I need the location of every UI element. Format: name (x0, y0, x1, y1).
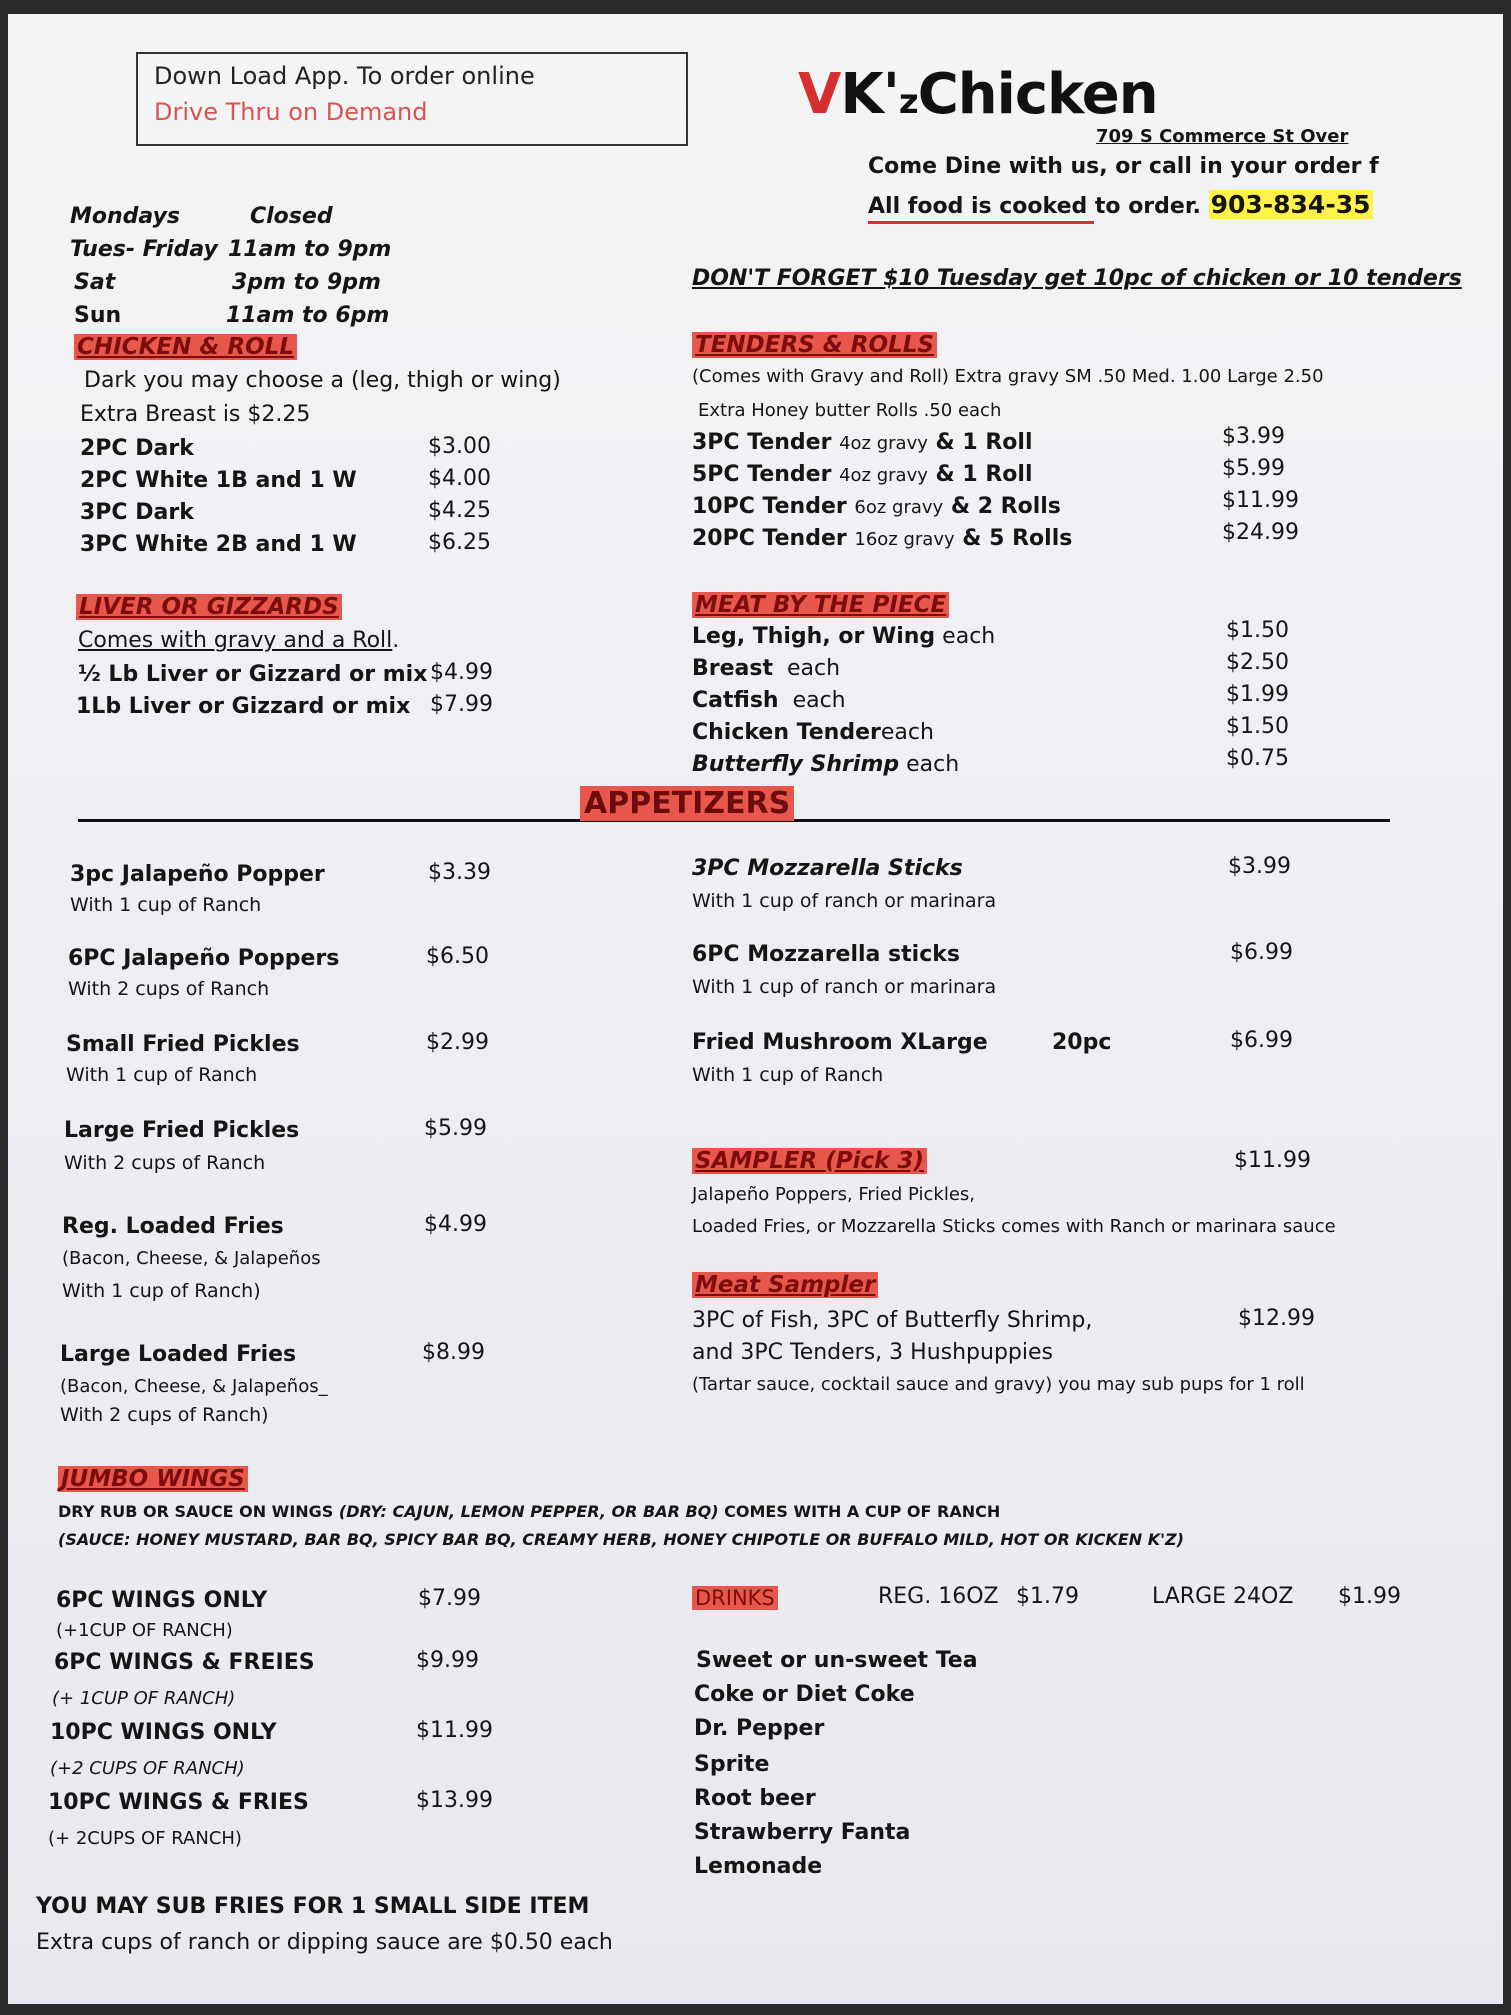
liver-note: Comes with gravy and a Roll. (78, 628, 400, 653)
menu-item-name: 3PC White 2B and 1 W (80, 532, 357, 557)
cooked-line: All food is cooked to order. 903-834-35 (868, 190, 1371, 219)
menu-item-sub: With 1 cup of ranch or marinara (692, 890, 997, 912)
sub-fries-note: YOU MAY SUB FRIES FOR 1 SMALL SIDE ITEM (36, 1894, 590, 1919)
menu-item-price: $1.50 (1226, 618, 1289, 643)
menu-item-sub: With 1 cup of Ranch) (62, 1280, 261, 1302)
drinks-reg-price: $1.79 (1016, 1584, 1079, 1609)
hours-time: 3pm to 9pm (232, 270, 381, 295)
drink-item: Coke or Diet Coke (694, 1682, 915, 1707)
menu-item-sub: With 1 cup of ranch or marinara (692, 976, 997, 998)
meat-sampler-title: Meat Sampler (692, 1272, 878, 1298)
menu-item-sub: (Bacon, Cheese, & Jalapeños_ (60, 1376, 328, 1397)
menu-item-name: 6PC Mozzarella sticks (692, 942, 960, 967)
drink-item: Sweet or un-sweet Tea (696, 1648, 978, 1673)
menu-item-price: $5.99 (424, 1116, 487, 1141)
menu-item-sub: (+ 2CUPS OF RANCH) (48, 1828, 242, 1849)
menu-page (8, 14, 1503, 2004)
meat-sampler-price: $12.99 (1238, 1306, 1315, 1331)
menu-item-name: 5PC Tender 4oz gravy & 1 Roll (692, 462, 1033, 487)
menu-item-name: 6PC WINGS ONLY (56, 1588, 268, 1613)
menu-item-price: $4.99 (430, 660, 493, 685)
red-underline (868, 221, 1094, 224)
menu-item-price: $11.99 (416, 1718, 493, 1743)
extra-cups-note: Extra cups of ranch or dipping sauce are $0.50 each (36, 1930, 613, 1955)
menu-item-name: Reg. Loaded Fries (62, 1214, 284, 1239)
menu-item-name: Catfish each (692, 688, 846, 713)
menu-item-name: ½ Lb Liver or Gizzard or mix (78, 662, 428, 687)
menu-item-count: 20pc (1052, 1030, 1112, 1055)
menu-item-name: Butterfly Shrimp each (692, 752, 960, 777)
drink-item: Dr. Pepper (694, 1716, 825, 1741)
menu-item-price: $7.99 (418, 1586, 481, 1611)
menu-item-name: 1Lb Liver or Gizzard or mix (76, 694, 411, 719)
menu-item-price: $7.99 (430, 692, 493, 717)
menu-item-price: $4.25 (428, 498, 491, 523)
meat-piece-title: MEAT BY THE PIECE (692, 592, 949, 618)
drink-item: Root beer (694, 1786, 816, 1811)
menu-item-price: $1.50 (1226, 714, 1289, 739)
menu-item-name: Large Loaded Fries (60, 1342, 297, 1367)
honey-butter-note: Extra Honey butter Rolls .50 each (698, 400, 1002, 421)
menu-item-name: Fried Mushroom XLarge (692, 1030, 988, 1055)
menu-item-name: 2PC Dark (80, 436, 194, 461)
menu-item-price: $13.99 (416, 1788, 493, 1813)
wings-sauce-line: (SAUCE: HONEY MUSTARD, BAR BQ, SPICY BAR BQ, CREAMY HERB, HONEY CHIPOTLE OR BUFFALO MILD, HOT OR KICKEN K'Z) (58, 1530, 1184, 1549)
menu-item-sub: With 2 cups of Ranch) (60, 1404, 269, 1426)
menu-item-name: 6PC Jalapeño Poppers (68, 946, 340, 971)
drive-thru-text: Drive Thru on Demand (154, 98, 428, 126)
tenders-title: TENDERS & ROLLS (692, 332, 937, 358)
drinks-reg-label: REG. 16OZ (878, 1584, 999, 1609)
menu-item-name: Small Fried Pickles (66, 1032, 300, 1057)
drink-item: Lemonade (694, 1854, 823, 1879)
menu-item-sub: (+ 1CUP OF RANCH) (52, 1688, 236, 1709)
promo-tuesday: DON'T FORGET $10 Tuesday get 10pc of chicken or 10 tenders (692, 266, 1462, 291)
menu-item-price: $4.99 (424, 1212, 487, 1237)
hours-time: 11am to 9pm (228, 237, 392, 262)
menu-item-name: 10PC Tender 6oz gravy & 2 Rolls (692, 494, 1061, 519)
menu-item-name: Breast each (692, 656, 841, 681)
appetizers-title: APPETIZERS (580, 786, 794, 821)
hours-time: Closed (250, 204, 333, 229)
menu-item-price: $24.99 (1222, 520, 1299, 545)
meat-sampler-line: 3PC of Fish, 3PC of Butterfly Shrimp, (692, 1308, 1093, 1333)
menu-item-sub: (+1CUP OF RANCH) (56, 1620, 233, 1641)
menu-item-price: $6.50 (426, 944, 489, 969)
address: 709 S Commerce St Over (1096, 126, 1349, 147)
menu-item-price: $6.99 (1230, 1028, 1293, 1053)
wings-title: JUMBO WINGS (58, 1466, 248, 1492)
menu-item-sub: With 1 cup of Ranch (692, 1064, 884, 1086)
sampler-price: $11.99 (1234, 1148, 1311, 1173)
menu-item-name: Chicken Tendereach (692, 720, 934, 745)
menu-item-name: 3pc Jalapeño Popper (70, 862, 325, 887)
wings-rub-line: DRY RUB OR SAUCE ON WINGS (DRY: CAJUN, LEMON PEPPER, OR BAR BQ) COMES WITH A CUP OF RANCH (58, 1502, 1001, 1521)
menu-item-price: $3.99 (1228, 854, 1291, 879)
dine-line: Come Dine with us, or call in your order f (868, 154, 1379, 179)
menu-item-price: $0.75 (1226, 746, 1289, 771)
menu-item-name: 3PC Mozzarella Sticks (692, 856, 963, 881)
kz-chicken-logo: VK'zChicken (798, 62, 1158, 127)
menu-item-name: 6PC WINGS & FREIES (54, 1650, 315, 1675)
menu-item-name: 2PC White 1B and 1 W (80, 468, 357, 493)
menu-item-name: 3PC Tender 4oz gravy & 1 Roll (692, 430, 1033, 455)
extra-breast-note: Extra Breast is $2.25 (80, 402, 311, 427)
menu-item-price: $4.00 (428, 466, 491, 491)
menu-item-price: $2.50 (1226, 650, 1289, 675)
menu-item-price: $9.99 (416, 1648, 479, 1673)
menu-item-name: Leg, Thigh, or Wing each (692, 624, 996, 649)
menu-item-price: $6.25 (428, 530, 491, 555)
drink-item: Sprite (694, 1752, 770, 1777)
order-online-text: Down Load App. To order online (154, 62, 535, 90)
menu-item-price: $1.99 (1226, 682, 1289, 707)
phone-number[interactable]: 903-834-35 (1210, 190, 1371, 219)
menu-item-name: 10PC WINGS & FRIES (48, 1790, 309, 1815)
menu-item-price: $2.99 (426, 1030, 489, 1055)
meat-sampler-line: and 3PC Tenders, 3 Hushpuppies (692, 1340, 1054, 1365)
menu-item-price: $6.99 (1230, 940, 1293, 965)
sampler-line: Jalapeño Poppers, Fried Pickles, (692, 1184, 976, 1205)
drinks-large-label: LARGE 24OZ (1152, 1584, 1294, 1609)
hours-day: Mondays (70, 204, 181, 229)
sampler-line: Loaded Fries, or Mozzarella Sticks comes with Ranch or marinara sauce (692, 1216, 1336, 1237)
menu-item-sub: With 1 cup of Ranch (66, 1064, 258, 1086)
drinks-title: DRINKS (692, 1586, 778, 1610)
menu-item-name: 10PC WINGS ONLY (50, 1720, 277, 1745)
menu-item-price: $3.39 (428, 860, 491, 885)
menu-item-sub: (Bacon, Cheese, & Jalapeños (62, 1248, 321, 1269)
sampler-title: SAMPLER (Pick 3) (692, 1148, 927, 1174)
hours-day: Sat (74, 270, 116, 295)
menu-item-price: $5.99 (1222, 456, 1285, 481)
meat-sampler-line: (Tartar sauce, cocktail sauce and gravy) you may sub pups for 1 roll (692, 1374, 1305, 1395)
menu-item-name: 20PC Tender 16oz gravy & 5 Rolls (692, 526, 1073, 551)
menu-item-name: 3PC Dark (80, 500, 194, 525)
chicken-roll-note: Dark you may choose a (leg, thigh or wing) (84, 368, 561, 393)
menu-item-name: Large Fried Pickles (64, 1118, 300, 1143)
drink-item: Strawberry Fanta (694, 1820, 911, 1845)
menu-item-sub: With 2 cups of Ranch (68, 978, 270, 1000)
menu-item-sub: With 2 cups of Ranch (64, 1152, 266, 1174)
tenders-note: (Comes with Gravy and Roll) Extra gravy SM .50 Med. 1.00 Large 2.50 (692, 366, 1324, 387)
chicken-roll-title: CHICKEN & ROLL (74, 334, 297, 360)
liver-title: LIVER OR GIZZARDS (76, 594, 342, 620)
menu-item-price: $3.99 (1222, 424, 1285, 449)
menu-item-price: $8.99 (422, 1340, 485, 1365)
hours-time: 11am to 6pm (226, 303, 390, 328)
hours-day: Sun (74, 303, 122, 328)
menu-item-sub: With 1 cup of Ranch (70, 894, 262, 916)
menu-item-price: $3.00 (428, 434, 491, 459)
hours-day: Tues- Friday (70, 237, 218, 262)
menu-item-price: $11.99 (1222, 488, 1299, 513)
drinks-large-price: $1.99 (1338, 1584, 1401, 1609)
menu-item-sub: (+2 CUPS OF RANCH) (50, 1758, 245, 1779)
